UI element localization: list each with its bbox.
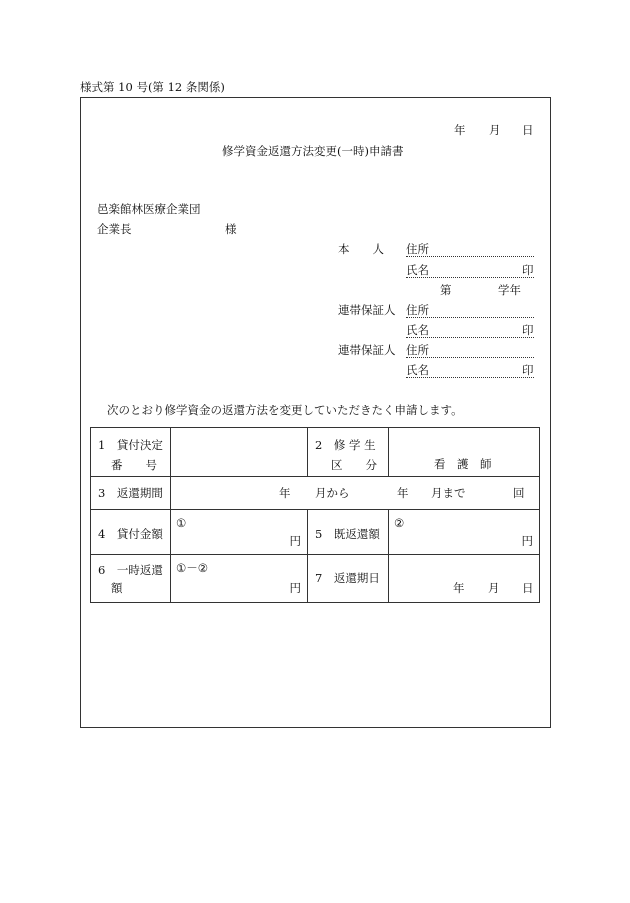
table-row	[91, 555, 540, 603]
repayment-period-label: 3 返還期間	[98, 486, 163, 500]
guarantor1-seal: 印	[522, 323, 534, 337]
applicant-address-label: 住所	[406, 242, 429, 256]
lump-sum-value-cell	[171, 555, 308, 603]
guarantor1-address-label: 住所	[406, 303, 429, 317]
lump-sum-formula: ①－②	[176, 561, 209, 575]
repaid-amount-mark: ②	[394, 516, 405, 530]
application-table	[90, 427, 540, 603]
repayment-period-label-cell	[91, 477, 171, 510]
guarantor2-address-line	[406, 357, 534, 358]
repayment-date-label: 7 返還期日	[315, 571, 380, 585]
applicant-address-line	[406, 256, 534, 257]
form-number-label: 様式第 10 号(第 12 条関係)	[80, 80, 225, 94]
addressee-person: 企業長	[97, 222, 132, 236]
period-year2: 年	[397, 486, 409, 500]
page-title: 修学資金返還方法変更(一時)申請書	[222, 144, 404, 158]
addressee-org: 邑楽館林医療企業団	[97, 202, 201, 216]
applicant-name-label: 氏名	[406, 263, 429, 277]
date-month: 月	[489, 123, 501, 137]
student-category-label-cell	[308, 428, 389, 477]
guarantor1-name-label: 氏名	[406, 323, 429, 337]
loan-amount-label-cell	[91, 510, 171, 555]
lump-sum-label-a: 6 一時返還	[98, 563, 163, 577]
guarantor1-name-line	[406, 337, 534, 338]
loan-amount-label: 4 貸付金額	[98, 527, 163, 541]
repayment-date-label-cell	[308, 555, 389, 603]
repaid-amount-label-cell	[308, 510, 389, 555]
student-category-value-cell	[389, 428, 540, 477]
lump-sum-label-b: 額	[111, 581, 123, 595]
table-row	[91, 510, 540, 555]
guarantor2-seal: 印	[522, 363, 534, 377]
applicant-seal: 印	[522, 263, 534, 277]
loan-amount-mark: ①	[176, 516, 187, 530]
applicant-name-line	[406, 277, 534, 278]
date-year: 年	[454, 123, 466, 137]
date-day: 日	[522, 123, 534, 137]
applicant-grade-suffix: 学年	[498, 283, 521, 297]
lump-sum-label-cell	[91, 555, 171, 603]
addressee-honorific: 様	[225, 222, 237, 236]
period-year1: 年	[279, 486, 291, 500]
student-category-label-a: 2 修 学 生	[315, 438, 376, 452]
table-row	[91, 477, 540, 510]
repayment-period-value-cell	[171, 477, 540, 510]
period-until: 月まで	[431, 486, 466, 500]
applicant-grade-prefix: 第	[440, 283, 452, 297]
loan-number-value-cell	[171, 428, 308, 477]
loan-amount-value-cell	[171, 510, 308, 555]
period-from: 月から	[315, 486, 350, 500]
period-times: 回	[513, 486, 525, 500]
applicant-role: 本 人	[338, 242, 384, 256]
repayment-date-month: 月	[488, 581, 500, 595]
repayment-date-year: 年	[453, 581, 465, 595]
guarantor1-role: 連帯保証人	[338, 303, 396, 317]
student-category-label-b: 区 分	[331, 458, 377, 472]
table-row	[91, 428, 540, 477]
repaid-amount-label: 5 既返還額	[315, 527, 380, 541]
guarantor2-name-line	[406, 377, 534, 378]
guarantor2-role: 連帯保証人	[338, 343, 396, 357]
loan-number-label-a: 1 貸付決定	[98, 438, 163, 452]
lump-sum-unit: 円	[289, 581, 301, 595]
repaid-amount-unit: 円	[521, 534, 533, 548]
repayment-date-value-cell	[389, 555, 540, 603]
intro-text: 次のとおり修学資金の返還方法を変更していただきたく申請します。	[107, 403, 463, 417]
loan-number-label-b: 番 号	[111, 458, 157, 472]
loan-number-label-cell	[91, 428, 171, 477]
guarantor1-address-line	[406, 317, 534, 318]
student-category-value: 看 護 師	[434, 457, 492, 471]
guarantor2-name-label: 氏名	[406, 363, 429, 377]
guarantor2-address-label: 住所	[406, 343, 429, 357]
repaid-amount-value-cell	[389, 510, 540, 555]
loan-amount-unit: 円	[289, 534, 301, 548]
repayment-date-day: 日	[522, 581, 534, 595]
